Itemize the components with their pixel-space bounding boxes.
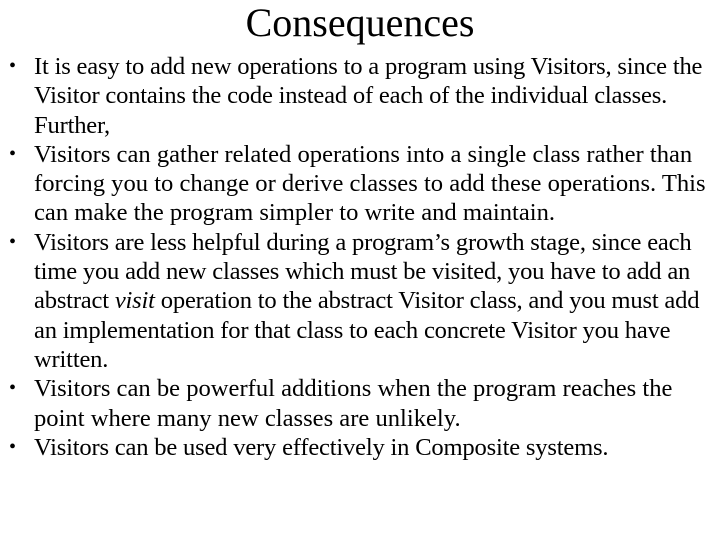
bullet-item — [0, 228, 720, 374]
bullet-text: Visitors can gather related operations into a single class rather than forcing you to change or derive classes to add these operations. This can make the program simpler to write and maintain. — [34, 140, 706, 227]
bullet-marker: • — [9, 55, 16, 77]
bullet-text-emphasis: visit — [114, 287, 155, 315]
slide-title: Consequences — [245, 0, 475, 45]
bullet-item — [0, 433, 720, 462]
bullet-item — [0, 374, 720, 433]
bullet-item — [0, 140, 720, 228]
bullet-text: It is easy to add new operations to a program using Visitors, since the Visitor contains the code instead of each of the individual classes. Further, — [34, 53, 703, 139]
bullet-marker: • — [9, 435, 16, 458]
bullet-list — [0, 52, 720, 462]
bullet-text-after: operation to the abstract Visitor class, and you must add an implementation for that class to each concrete Visitor you have written. — [34, 287, 700, 373]
bullet-marker: • — [9, 230, 16, 253]
bullet-marker: • — [9, 377, 17, 400]
bullet-text: Visitors can be used very effectively in Composite systems. — [34, 433, 609, 461]
bullet-text-before: Visitors are less helpful during a program’s growth stage, since each time you add new classes which must be visited, you have to add an abstract — [34, 228, 692, 315]
bullet-text: Visitors can be powerful additions when the program reaches the point where many new classes are unlikely. — [34, 375, 673, 432]
bullet-marker: • — [9, 142, 17, 165]
bullet-item — [0, 52, 720, 140]
